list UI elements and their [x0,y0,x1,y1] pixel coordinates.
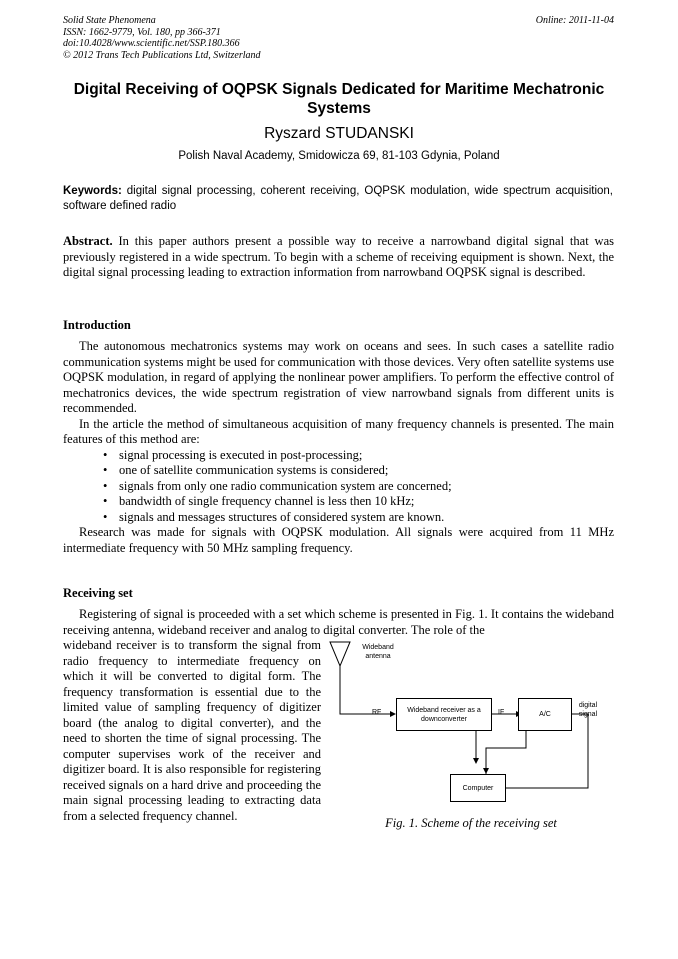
adc-box: A/C [518,698,572,731]
introduction-body [63,339,614,556]
if-label: IF [498,709,505,716]
copyright-line: © 2012 Trans Tech Publications Ltd, Switzerland [63,49,261,61]
abstract [63,234,614,281]
keywords-label: Keywords: [63,185,122,197]
keywords [63,184,613,213]
receiving-intro-text: Registering of signal is proceeded with a set which scheme is presented in Fig. 1. It contains the wideband receiving antenna, wideband receiver and analog to digital converter. The role of the [63,607,614,637]
wideband-receiver-box: Wideband receiver as a downconverter [396,698,492,731]
online-date: Online: 2011-11-04 [535,15,614,26]
issn-line: ISSN: 1662-9779, Vol. 180, pp 366-371 [63,26,221,38]
section-heading-introduction: Introduction [63,318,131,332]
section-heading-receiving-set: Receiving set [63,586,133,600]
receiving-paragraph [63,607,614,638]
computer-box: Computer [450,774,506,802]
intro-paragraph: In the article the method of simultaneous acquisition of many frequency channels is presented. The main features of this method are: [63,416,614,446]
arrow-head [473,758,479,764]
paper-title: Digital Receiving of OQPSK Signals Dedicated for Maritime Mechatronic Systems [73,81,605,117]
digital-signal-label: digital signal [578,702,598,718]
list-item: • signals from only one radio communication system are concerned; [63,479,614,495]
abstract-text: In this paper authors present a possible way to receive a narrowband digital signal that was previously registered in a wide spectrum. To begin with a scheme of receiving equipment is shown. Next, the digital signal processing leading to extraction information from narrowband OQPSK signal is described. [63,234,614,279]
list-item: • bandwidth of single frequency channel is less then 10 kHz; [63,494,614,510]
journal-name: Solid State Phenomena [63,15,156,26]
author-name: Ryszard STUDANSKI [264,125,414,142]
antenna-icon [330,642,350,666]
intro-paragraph: Research was made for signals with OQPSK modulation. All signals were acquired from 11 MHz intermediate frequency with 50 MHz sampling frequency. [63,525,614,555]
list-item: • signal processing is executed in post-processing; [63,448,614,464]
keywords-text: digital signal processing, coherent receiving, OQPSK modulation, wide spectrum acquisition, software defined radio [63,185,613,212]
list-item: • one of satellite communication systems is considered; [63,463,614,479]
rf-label: RF [372,709,382,716]
receiving-set-diagram [326,636,616,836]
list-item: • signals and messages structures of considered system are known. [63,510,614,526]
doi-line: doi:10.4028/www.scientific.net/SSP.180.366 [63,38,240,49]
abstract-label: Abstract. [63,234,113,248]
antenna-label: Wideband antenna [362,644,394,660]
intro-paragraph: The autonomous mechatronics systems may work on oceans and sees. In such cases a satellite radio communication systems might be used for communication with those devices. Very often satellite systems use OQPSK modulation, in regard of applying the nonlinear power amplifiers. To perform the effective control of mechatronics devices, the wide spectrum registration of view narrowband signals from different units is recommended. [63,339,614,415]
figure-caption: Fig. 1. Scheme of the receiving set [385,816,557,830]
receiving-paragraph-narrow: wideband receiver is to transform the signal from radio frequency to intermediate frequency on which it will be converted to digital form. The frequency transformation is essential due to the limited value of sampling frequency of digitizer board (the analog to digital converter), and the need to shorten the time of signal processing. The computer supervises work of the receiver and digitizer board. It is also responsible for registering received signals on a hard drive and proceeding the main signal processing leading to extracting data from a selected frequency channel. [63,638,321,823]
journal-header [63,15,363,61]
diagram-lines [326,636,616,836]
adc-computer-line [486,731,526,774]
feature-list [63,448,614,526]
affiliation: Polish Naval Academy, Smidowicza 69, 81-103 Gdynia, Poland [178,150,500,162]
rf-line [340,694,390,714]
